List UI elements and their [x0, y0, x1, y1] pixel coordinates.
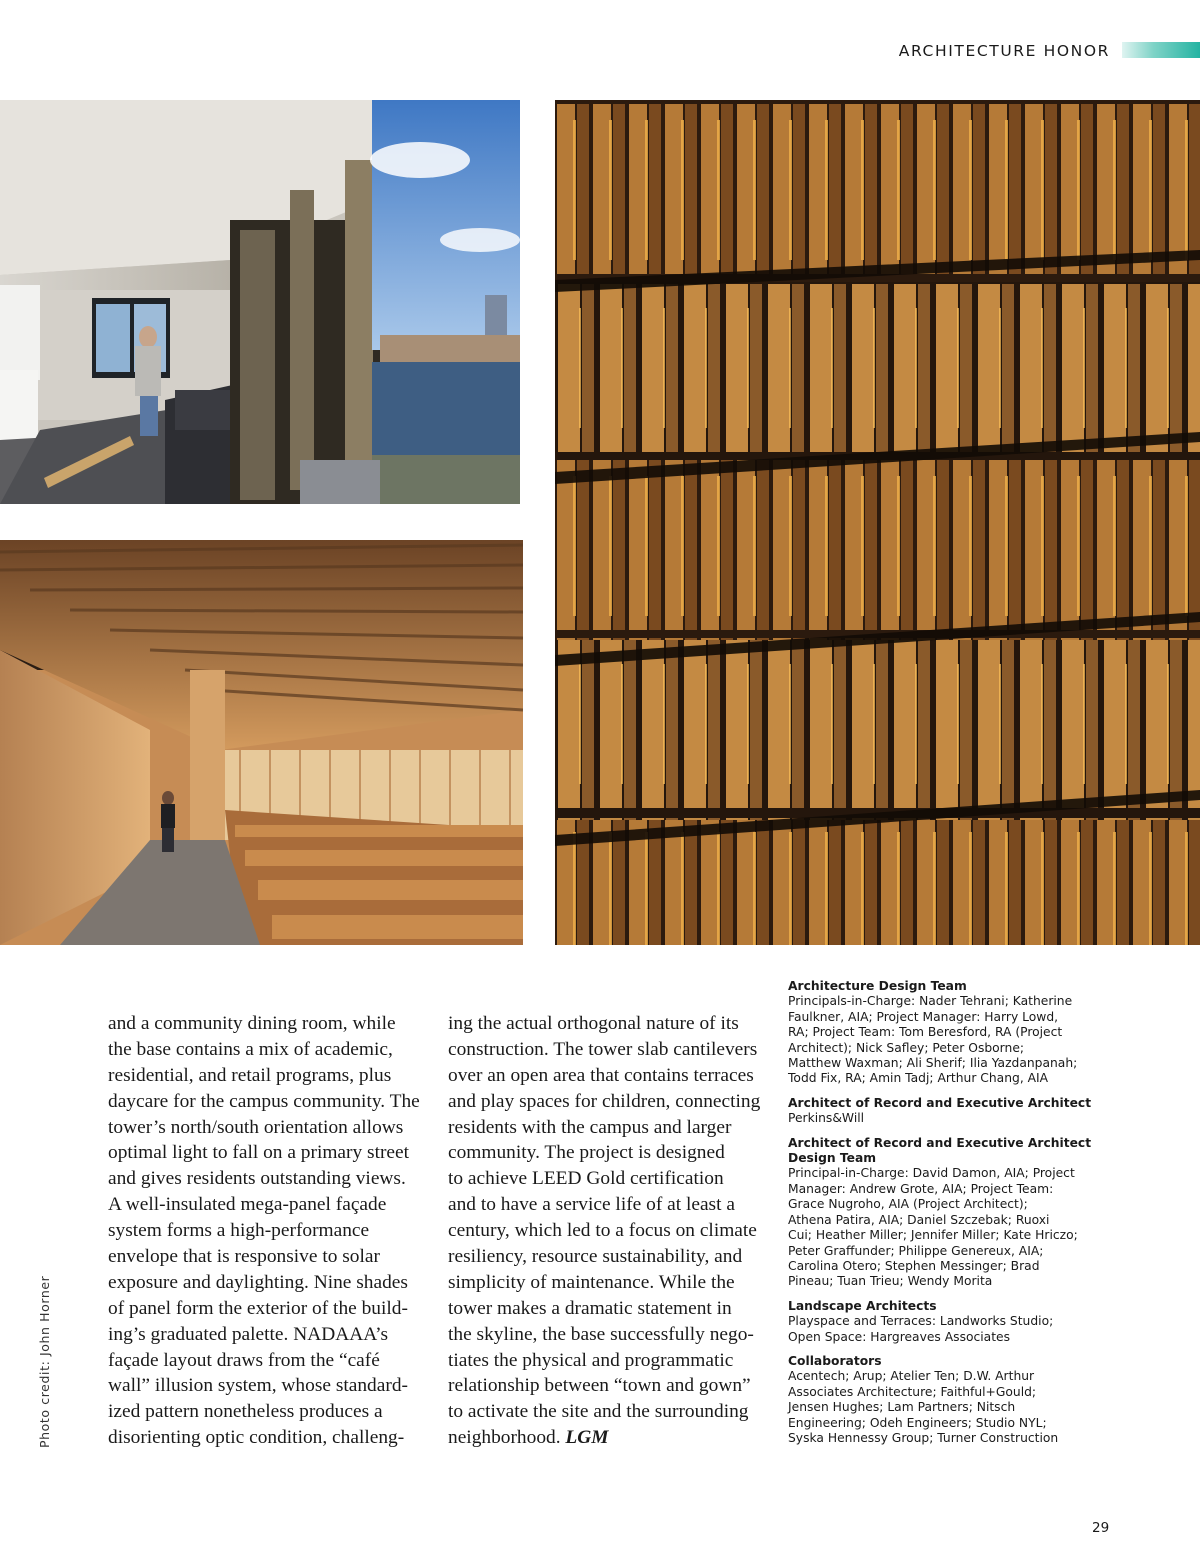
- credit-block: [788, 979, 1108, 1087]
- body-text-line: the base contains a mix of academic,: [108, 1038, 393, 1060]
- body-text-line: tiates the physical and programmatic: [448, 1349, 734, 1371]
- body-text-line: residential, and retail programs, plus: [108, 1064, 392, 1086]
- body-text-line: of panel form the exterior of the build-: [108, 1297, 408, 1319]
- body-text-line: resiliency, resource sustainability, and: [448, 1246, 743, 1268]
- credit-block: [788, 1299, 1108, 1345]
- credit-line: Open Space: Hargreaves Associates: [788, 1329, 1011, 1344]
- body-text-line: and to have a service life of at least a: [448, 1194, 735, 1216]
- body-text-line: ized pattern nonetheless produces a: [108, 1401, 383, 1423]
- photo-credit: Photo credit: John Horner: [37, 1275, 52, 1448]
- body-text-line: tower’s north/south orientation allows: [108, 1116, 404, 1138]
- credit-line: Athena Patira, AIA; Daniel Szczebak; Ruoxi: [788, 1212, 1050, 1227]
- page-number: 29: [1092, 1520, 1110, 1536]
- body-text-line: over an open area that contains terraces: [448, 1064, 754, 1086]
- body-text-line: and play spaces for children, connecting: [448, 1090, 761, 1112]
- body-text-line: disorienting optic condition, challeng-: [108, 1427, 405, 1449]
- body-text-line: residents with the campus and larger: [448, 1116, 732, 1138]
- body-text-line: the skyline, the base successfully nego-: [448, 1323, 754, 1345]
- credit-line: Grace Nugroho, AIA (Project Architect);: [788, 1197, 1028, 1212]
- body-text-line: and gives residents outstanding views.: [108, 1168, 406, 1190]
- body-text-line: optimal light to fall on a primary street: [108, 1142, 410, 1164]
- body-text-line: wall” illusion system, whose standard-: [108, 1375, 408, 1397]
- body-text-line: to achieve LEED Gold certification: [448, 1168, 724, 1190]
- credit-block: [788, 1354, 1108, 1446]
- credit-line: Faulkner, AIA; Project Manager: Harry Lowd,: [788, 1009, 1059, 1024]
- credit-line: Principals-in-Charge: Nader Tehrani; Katherine: [788, 994, 1073, 1009]
- apartment-interior-photo: [0, 100, 520, 504]
- credit-line: Engineering; Odeh Engineers; Studio NYL;: [788, 1415, 1047, 1430]
- body-text-line: construction. The tower slab cantilevers: [448, 1038, 758, 1060]
- credit-line: RA; Project Team: Tom Beresford, RA (Project: [788, 1025, 1063, 1040]
- body-text-line: simplicity of maintenance. While the: [448, 1271, 735, 1293]
- credit-heading: Architect of Record and Executive Architect: [788, 1135, 1092, 1150]
- credit-line: Architect); Nick Safley; Peter Osborne;: [788, 1040, 1025, 1055]
- body-column-2: [448, 1011, 768, 1451]
- body-text-line: A well-insulated mega-panel façade: [108, 1194, 387, 1216]
- credit-line: Matthew Waxman; Ali Sherif; Ilia Yazdanpanah;: [788, 1056, 1078, 1071]
- body-text-line: ing’s graduated palette. NADAAA’s: [108, 1323, 389, 1345]
- auditorium-photo: [0, 540, 523, 945]
- credit-heading: Architecture Design Team: [788, 979, 967, 993]
- body-text-line: tower makes a dramatic statement in: [448, 1297, 732, 1319]
- credit-line: Cui; Heather Miller; Jennifer Miller; Kate Hriczo;: [788, 1228, 1078, 1243]
- credit-heading: Architect of Record and Executive Architect: [788, 1095, 1092, 1110]
- credit-line: Pineau; Tuan Trieu; Wendy Morita: [788, 1274, 993, 1289]
- body-text-line: community. The project is designed: [448, 1142, 725, 1164]
- credit-line: Todd Fix, RA; Amin Tadj; Arthur Chang, AIA: [788, 1071, 1049, 1086]
- credit-line: Syska Hennessy Group; Turner Construction: [788, 1430, 1059, 1445]
- body-text-line: daycare for the campus community. The: [108, 1090, 420, 1112]
- credit-line: Perkins&Will: [788, 1111, 865, 1126]
- body-text-line: envelope that is responsive to solar: [108, 1246, 380, 1268]
- credit-heading: Collaborators: [788, 1353, 882, 1368]
- body-text-closing: neighborhood.: [448, 1427, 561, 1449]
- credit-block: [788, 1136, 1108, 1290]
- credit-heading: Landscape Architects: [788, 1298, 937, 1313]
- body-text-line: ing the actual orthogonal nature of its: [448, 1013, 739, 1034]
- author-signature: LGM: [565, 1427, 609, 1449]
- body-text-line: [448, 1425, 768, 1451]
- credit-line: Associates Architecture; Faithful+Gould;: [788, 1384, 1037, 1399]
- header-accent-bar: [1122, 42, 1200, 58]
- credit-heading: Design Team: [788, 1151, 877, 1166]
- credit-line: Jensen Hughes; Lam Partners; Nitsch: [788, 1400, 1016, 1415]
- body-column-1: [108, 1011, 428, 1451]
- facade-photo: [555, 100, 1200, 945]
- body-text-line: system forms a high-performance: [108, 1220, 370, 1242]
- credit-line: Acentech; Arup; Atelier Ten; D.W. Arthur: [788, 1369, 1035, 1384]
- body-text-line: to activate the site and the surrounding: [448, 1401, 749, 1423]
- credit-line: Carolina Otero; Stephen Messinger; Brad: [788, 1258, 1040, 1273]
- body-text-line: and a community dining room, while: [108, 1013, 396, 1034]
- body-text-line: façade layout draws from the “café: [108, 1349, 380, 1371]
- credit-block: [788, 1096, 1108, 1127]
- body-text-line: century, which led to a focus on climate: [448, 1220, 757, 1242]
- credit-line: Principal-in-Charge: David Damon, AIA; Project: [788, 1166, 1075, 1181]
- credit-line: Manager: Andrew Grote, AIA; Project Team:: [788, 1181, 1054, 1196]
- section-header: ARCHITECTURE HONOR: [898, 42, 1110, 60]
- project-credits: [788, 979, 1108, 1455]
- body-text-line: relationship between “town and gown”: [448, 1375, 751, 1397]
- body-text-line: exposure and daylighting. Nine shades: [108, 1271, 408, 1293]
- credit-line: Playspace and Terraces: Landworks Studio;: [788, 1314, 1054, 1329]
- credit-line: Peter Graffunder; Philippe Genereux, AIA;: [788, 1243, 1044, 1258]
